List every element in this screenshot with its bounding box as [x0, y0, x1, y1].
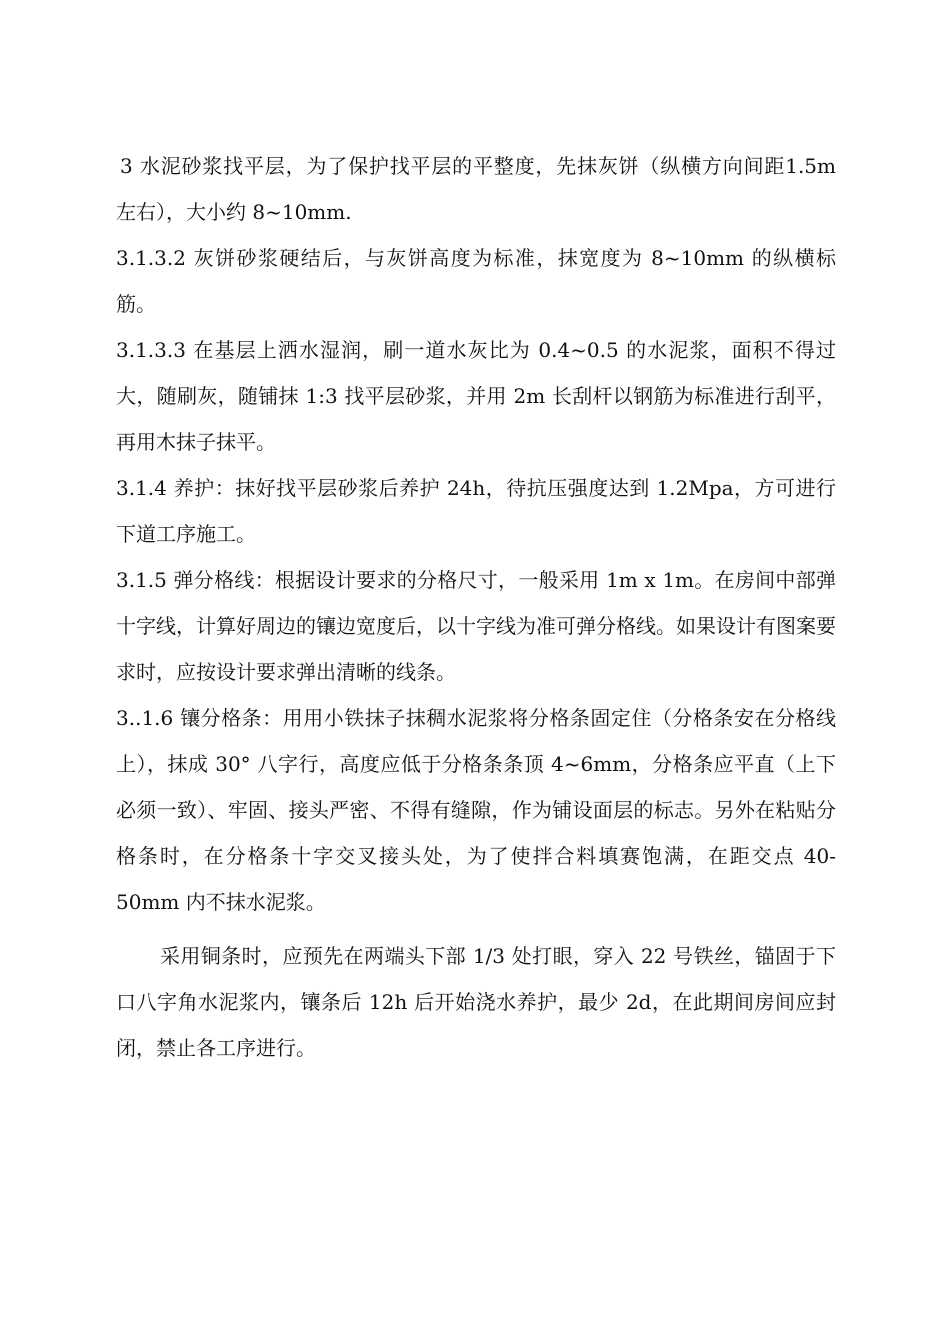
paragraph-leveling-layer: 3 水泥砂浆找平层，为了保护找平层的平整度，先抹灰饼（纵横方向间距1.5m 左右），大小约 8~10mm. [116, 154, 836, 224]
paragraph-3-1-6: 3..1.6 镶分格条：用用小铁抹子抹稠水泥浆将分格条固定住（分格条安在分格线上），抹成 30° 八字行，高度应低于分格条条顶 4~6mm，分格条应平直（上下必须一致）、牢固、接头严密、不得有缝隙，作为铺设面层的标志。另外在粘贴分格条时，在分格条十字交叉接头处，为了使拌合料填赛饱满，在距交点 40-50mm 内不抹水泥浆。 [116, 706, 836, 914]
paragraph-3-1-3-2: 3.1.3.2 灰饼砂浆硬结后，与灰饼高度为标准，抹宽度为 8~10mm 的纵横标筋。 [116, 246, 836, 316]
paragraph-3-1-5: 3.1.5 弹分格线：根据设计要求的分格尺寸，一般采用 1m x 1m。在房间中部弹十字线，计算好周边的镶边宽度后，以十字线为准可弹分格线。如果设计有图案要求时，应按设计要求弹出清晰的线条。 [116, 568, 836, 684]
paragraph-3-1-4: 3.1.4 养护：抹好找平层砂浆后养护 24h，待抗压强度达到 1.2Mpa，方可进行下道工序施工。 [116, 476, 836, 546]
paragraph-3-1-3-3: 3.1.3.3 在基层上洒水湿润，刷一道水灰比为 0.4~0.5 的水泥浆，面积不得过大，随刷灰，随铺抹 1:3 找平层砂浆，并用 2m 长刮杆以钢筋为标准进行刮平，再用木抹子抹平。 [116, 338, 836, 454]
paragraph-copper-strip: 采用铜条时，应预先在两端头下部 1/3 处打眼，穿入 22 号铁丝，锚固于下口八字角水泥浆内，镶条后 12h 后开始浇水养护，最少 2d，在此期间房间应封闭，禁止各工序进行。 [116, 944, 836, 1060]
body-text [116, 143, 836, 1071]
